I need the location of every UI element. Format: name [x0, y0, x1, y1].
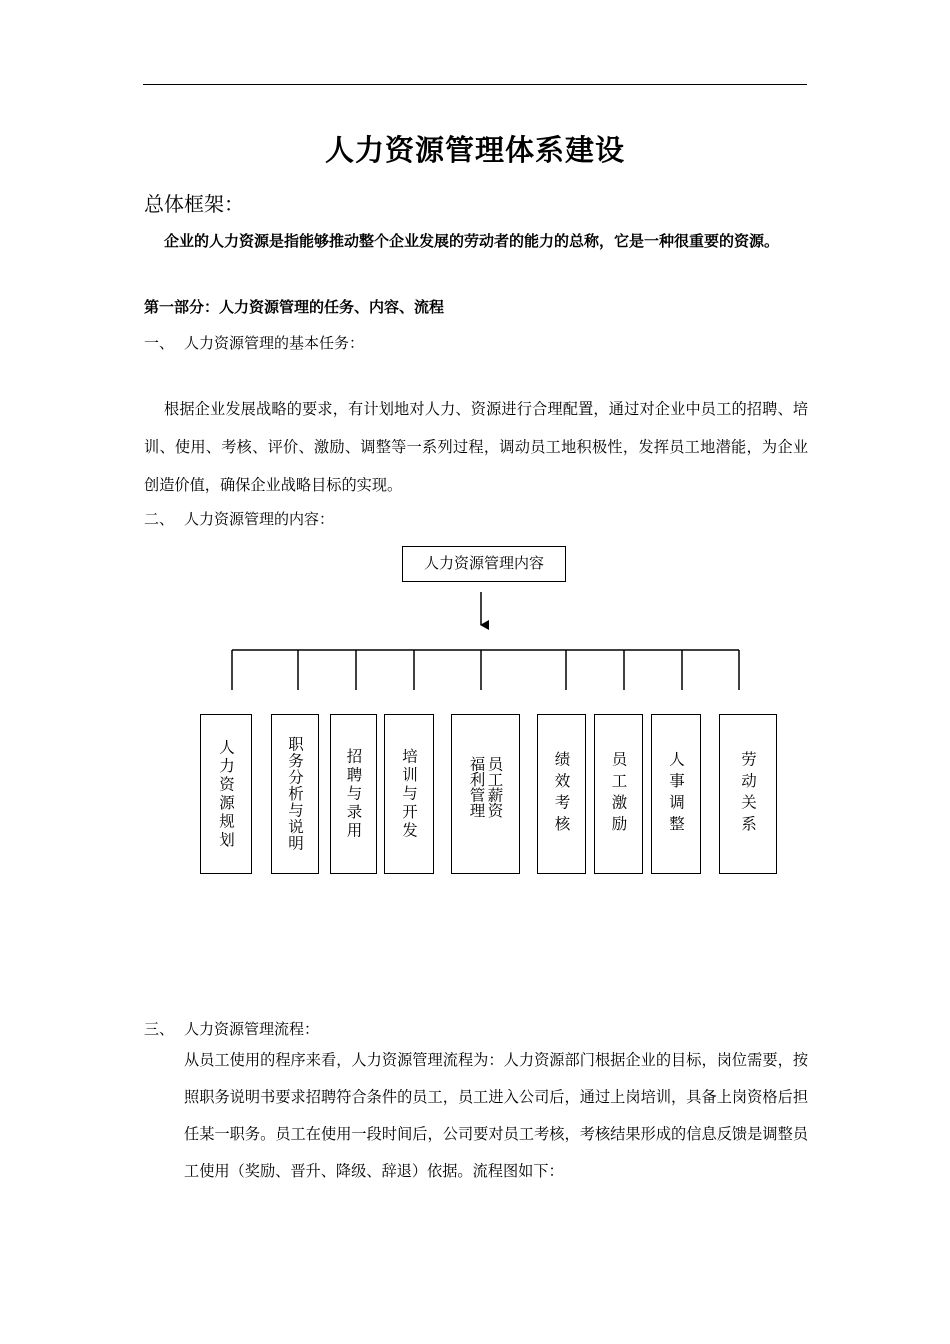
intro-paragraph: 企业的人力资源是指能够推动整个企业发展的劳动者的能力的总称，它是一种很重要的资源。 — [164, 232, 780, 250]
section-2-number: 二、 — [144, 510, 175, 528]
diagram-leaf-personnel-adjustment — [651, 714, 701, 874]
diagram-leaf-label: 员工薪资福利管理 — [467, 756, 504, 818]
diagram-leaf-job-analysis — [271, 714, 319, 874]
diagram-leaf-training — [384, 714, 434, 874]
section-1-title: 人力资源管理的基本任务： — [184, 334, 365, 352]
diagram-leaf-performance — [537, 714, 586, 874]
section-3-title: 人力资源管理流程： — [184, 1020, 320, 1038]
diagram-leaf-labor-relations — [719, 714, 777, 874]
diagram-leaf-recruitment — [330, 714, 377, 874]
diagram-leaf-label: 培训与开发 — [400, 747, 418, 841]
diagram-leaf-label: 员工激励 — [609, 751, 628, 837]
overall-heading: 总体框架： — [144, 192, 244, 216]
section-3-number: 三、 — [144, 1020, 175, 1038]
diagram-leaf-label: 招聘与录用 — [344, 747, 363, 841]
diagram-root-box: 人力资源管理内容 — [402, 546, 566, 582]
diagram-leaf-hr-planning — [200, 714, 252, 874]
document-title: 人力资源管理体系建设 — [324, 133, 625, 167]
section-2-title: 人力资源管理的内容： — [184, 510, 335, 528]
diagram-leaf-label: 劳动关系 — [739, 751, 757, 837]
diagram-leaf-compensation — [451, 714, 520, 874]
diagram-leaf-label: 人事调整 — [667, 751, 685, 837]
section-1-body: 根据企业发展战略的要求，有计划地对人力、资源进行合理配置，通过对企业中员工的招聘、培训、使用、考核、评价、激励、调整等一系列过程，调动员工地积极性，发挥员工地潜能，为企业创造价值，确保企业战略目标的实现。 — [144, 400, 808, 494]
section-1-number: 一、 — [144, 334, 175, 352]
part-one-heading: 第一部分：人力资源管理的任务、内容、流程 — [144, 298, 445, 316]
section-3-heading — [144, 1018, 319, 1039]
diagram-leaf-label: 职务分析与说明 — [286, 736, 304, 852]
section-3-body: 从员工使用的程序来看，人力资源管理流程为：人力资源部门根据企业的目标，岗位需要，按照职务说明书要求招聘符合条件的员工，员工进入公司后，通过上岗培训，具备上岗资格后担任某一职务。员工在使用一段时间后，公司要对员工考核，考核结果形成的信息反馈是调整员工使用（奖励、晋升、降级、辞退）依据。流程图如下： — [184, 1051, 808, 1180]
diagram-leaf-motivation — [594, 714, 643, 874]
diagram-leaf-label: 人力资源规划 — [217, 738, 235, 850]
diagram-leaf-label: 绩效考核 — [552, 751, 571, 837]
